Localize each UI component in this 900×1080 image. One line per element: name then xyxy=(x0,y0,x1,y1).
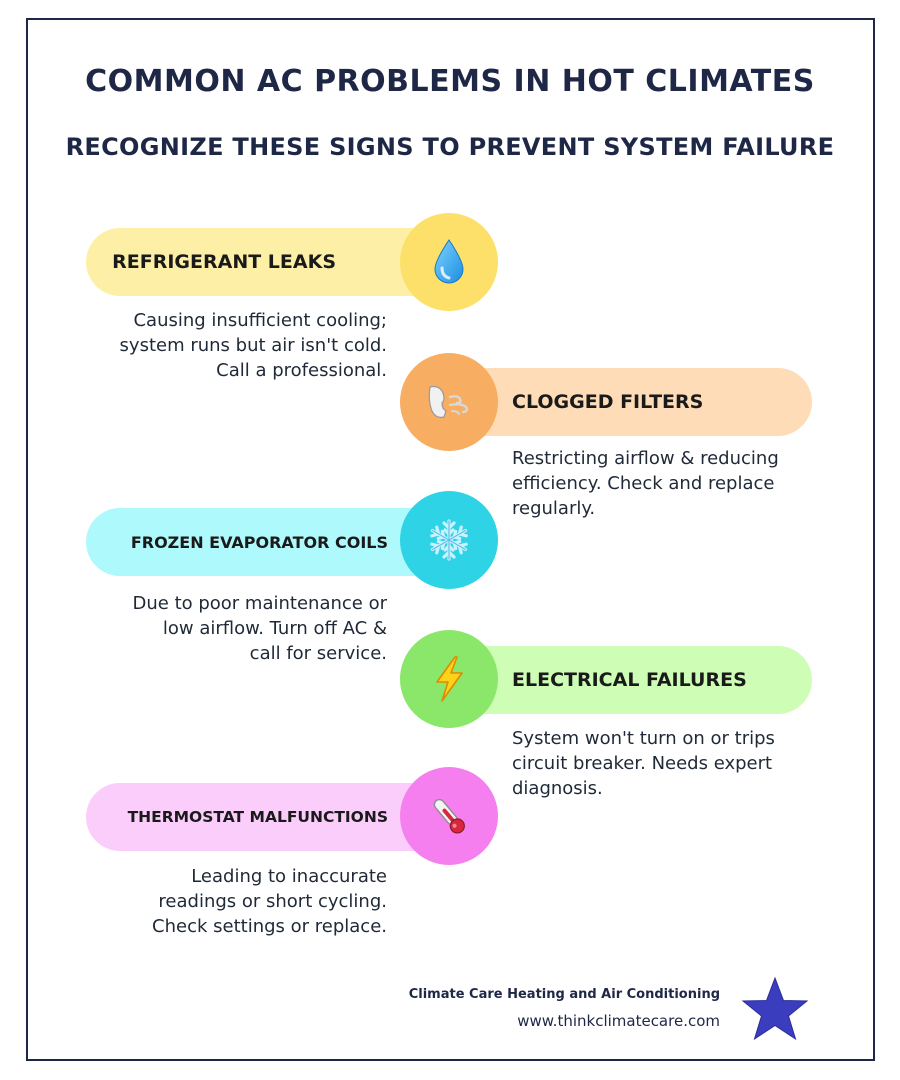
dashing-away-wind-icon xyxy=(424,381,474,423)
problem-label: THERMOSTAT MALFUNCTIONS xyxy=(127,808,388,826)
problem-circle xyxy=(400,491,498,589)
problem-description: Leading to inaccurate readings or short cycling. Check settings or replace. xyxy=(152,866,387,937)
problem-circle xyxy=(400,767,498,865)
problem-pill-electrical-failures xyxy=(450,646,812,714)
problem-label: REFRIGERANT LEAKS xyxy=(112,251,336,273)
website-link[interactable]: www.thinkclimatecare.com xyxy=(517,1012,720,1030)
page-subtitle: RECOGNIZE THESE SIGNS TO PREVENT SYSTEM FAILURE xyxy=(65,133,835,161)
problem-circle xyxy=(400,630,498,728)
problem-pill-frozen-evaporator-coils xyxy=(86,508,446,576)
problem-label: CLOGGED FILTERS xyxy=(512,391,704,413)
problem-circle xyxy=(400,353,498,451)
water-drop-icon xyxy=(432,238,466,286)
problem-label: ELECTRICAL FAILURES xyxy=(512,669,747,691)
page-title: COMMON AC PROBLEMS IN HOT CLIMATES xyxy=(85,64,815,99)
problem-pill-clogged-filters xyxy=(450,368,812,436)
problem-pill-refrigerant-leaks xyxy=(86,228,446,296)
thermometer-icon xyxy=(426,793,472,839)
problem-description: System won't turn on or trips circuit breaker. Needs expert diagnosis. xyxy=(512,728,775,799)
problem-description: Restricting airflow & reducing efficiency. Check and replace regularly. xyxy=(512,448,779,519)
problem-description: Due to poor maintenance or low airflow. Turn off AC & call for service. xyxy=(132,593,387,664)
company-name: Climate Care Heating and Air Conditioning xyxy=(408,987,720,1002)
star-icon xyxy=(740,976,810,1046)
lightning-bolt-icon xyxy=(431,655,467,703)
problem-pill-thermostat-malfunctions xyxy=(86,783,446,851)
problem-description: Causing insufficient cooling; system runs but air isn't cold. Call a professional. xyxy=(119,310,387,381)
problem-label: FROZEN EVAPORATOR COILS xyxy=(130,532,388,552)
snowflake-icon xyxy=(426,517,472,563)
problem-circle xyxy=(400,213,498,311)
